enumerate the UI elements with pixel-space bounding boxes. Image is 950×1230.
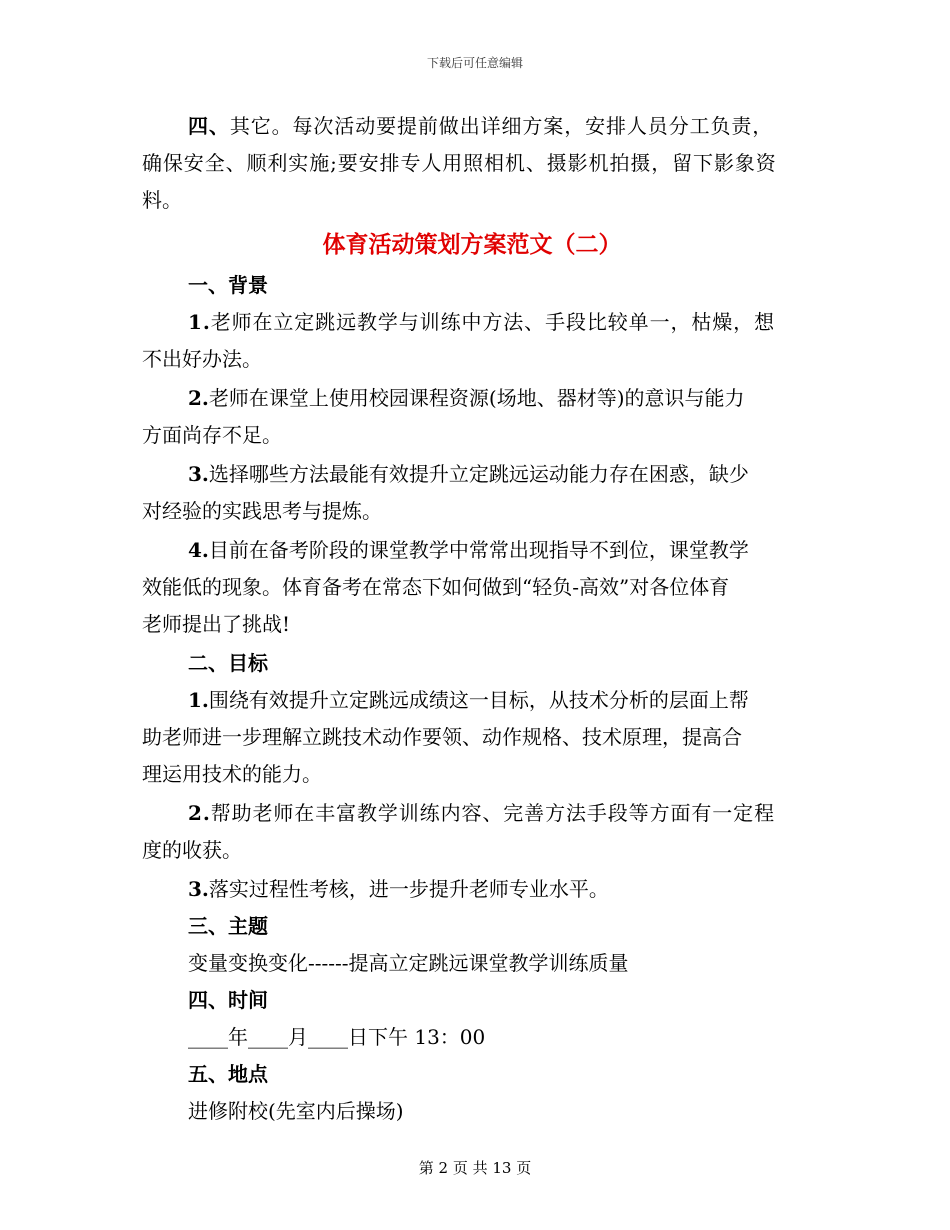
bg-item-3-line-1: 3.选择哪些方法最能有效提升立定跳远运动能力存在困惑，缺少	[188, 462, 749, 486]
heading-background: 一、背景	[188, 273, 268, 297]
intro-line-1: 四、其它。每次活动要提前做出详细方案，安排人员分工负责，	[188, 114, 774, 138]
bg-item-1-line-2: 不出好办法。	[142, 347, 262, 371]
bg-item-2-line-2: 方面尚存不足。	[142, 423, 282, 447]
goal-item-2-line-1: 2.帮助老师在丰富教学训练内容、完善方法手段等方面有一定程	[188, 801, 775, 825]
intro-lead: 四、	[188, 114, 230, 138]
intro-line-2: 确保安全、顺利实施;要安排专人用照相机、摄影机拍摄，留下影象资	[142, 151, 777, 175]
page-header: 下载后可任意编辑	[426, 56, 523, 70]
bg-item-1-line-1: 1.老师在立定跳远教学与训练中方法、手段比较单一，枯燥，想	[188, 310, 775, 334]
heading-theme: 三、主题	[188, 914, 268, 938]
theme-text: 变量变换变化------提高立定跳远课堂教学训练质量	[188, 951, 629, 975]
intro-line-3: 料。	[142, 188, 182, 212]
goal-item-1-line-1: 1.围绕有效提升立定跳远成绩这一目标，从技术分析的层面上帮	[188, 688, 749, 712]
bg-item-4-line-1: 4.目前在备考阶段的课堂教学中常常出现指导不到位，课堂教学	[188, 538, 749, 562]
goal-item-1-line-2: 助老师进一步理解立跳技术动作要领、动作规格、技术原理，提高合	[142, 725, 742, 749]
document-body	[142, 108, 802, 1130]
bg-item-4-line-3: 老师提出了挑战!	[142, 612, 291, 636]
goal-item-2-line-2: 度的收获。	[142, 838, 242, 862]
bg-item-2-line-1: 2.老师在课堂上使用校园课程资源(场地、器材等)的意识与能力	[188, 386, 745, 410]
heading-time: 四、时间	[188, 988, 268, 1012]
time-text: ____年____月____日下午 13：00	[188, 1025, 486, 1049]
heading-goals: 二、目标	[188, 651, 268, 675]
goal-item-3: 3.落实过程性考核，进一步提升老师专业水平。	[188, 877, 609, 901]
heading-location: 五、地点	[188, 1062, 268, 1086]
location-text: 进修附校(先室内后操场)	[188, 1099, 404, 1123]
section-title: 体育活动策划方案范文（二）	[322, 231, 622, 258]
bg-item-4-line-2: 效能低的现象。体育备考在常态下如何做到“轻负-高效”对各位体育	[142, 575, 730, 599]
page-footer: 第 2 页 共 13 页	[418, 1159, 532, 1177]
goal-item-1-line-3: 理运用技术的能力。	[142, 762, 322, 786]
bg-item-3-line-2: 对经验的实践思考与提炼。	[142, 499, 382, 523]
